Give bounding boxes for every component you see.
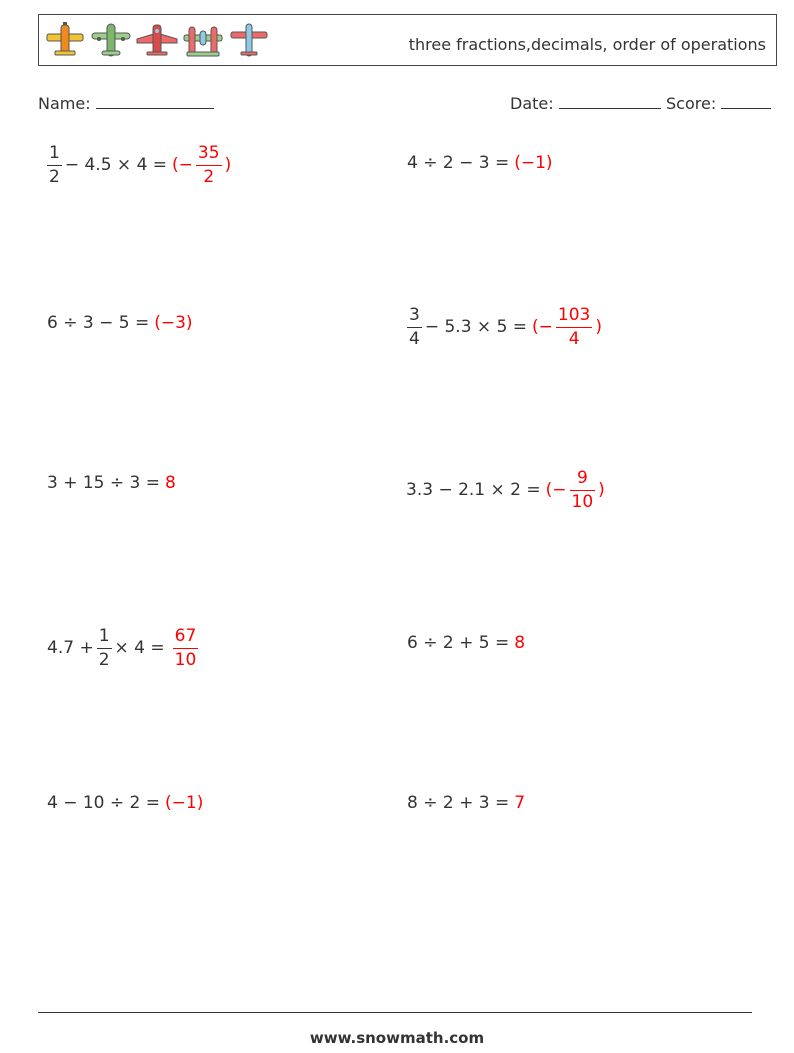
fraction [407, 306, 422, 349]
answer: 8 [514, 633, 526, 653]
expression: 6 ÷ 3 − 5 = [47, 313, 150, 333]
answer: (−3) [154, 313, 193, 333]
expression: × 4 = [114, 638, 165, 658]
answer-fraction [570, 469, 596, 512]
answer: 8 [165, 473, 176, 493]
problem-4 [404, 305, 602, 349]
name-blank[interactable] [96, 93, 214, 109]
numerator: 3 [409, 304, 420, 325]
denominator: 2 [98, 649, 110, 670]
answer-close: ) [224, 155, 232, 175]
expression: 3 + 15 ÷ 3 = [47, 473, 161, 493]
denominator: 4 [409, 328, 420, 349]
worksheet-title: three fractions,decimals, order of operations [408, 35, 766, 54]
problem-3 [47, 311, 193, 335]
score-field [666, 93, 771, 113]
numerator: 67 [174, 625, 197, 646]
answer-fraction [556, 306, 592, 349]
numerator: 1 [49, 142, 60, 163]
numerator: 9 [576, 467, 588, 488]
numerator: 1 [98, 625, 110, 646]
numerator: 103 [557, 304, 591, 325]
problem-10 [407, 791, 525, 815]
expression: 6 ÷ 2 + 5 = [407, 633, 510, 653]
name-label: Name: [38, 94, 91, 113]
blue-red-plane-icon [227, 21, 271, 61]
numerator: 35 [197, 142, 220, 163]
expression: − 5.3 × 5 = [424, 317, 528, 337]
denominator: 10 [571, 491, 594, 512]
expression-prefix: 4.7 + [47, 638, 94, 658]
footer-url[interactable]: www.snowmath.com [309, 1029, 485, 1047]
problem-9 [47, 791, 203, 815]
answer-fraction [173, 627, 199, 670]
name-field [38, 93, 214, 113]
answer-open: (− [172, 155, 193, 175]
green-plane-icon [89, 21, 133, 61]
problem-5 [47, 471, 176, 495]
date-blank[interactable] [559, 93, 661, 109]
date-label: Date: [510, 94, 554, 113]
score-blank[interactable] [721, 93, 771, 109]
fraction [47, 144, 62, 187]
footer-divider [38, 1012, 752, 1013]
problem-2 [407, 151, 553, 175]
score-label: Score: [666, 94, 717, 113]
answer: (−1) [514, 153, 553, 173]
denominator: 2 [49, 166, 60, 187]
worksheet-header [38, 14, 777, 66]
expression: 4 ÷ 2 − 3 = [407, 153, 510, 173]
denominator: 4 [568, 328, 580, 349]
denominator: 10 [174, 649, 197, 670]
expression: 3.3 − 2.1 × 2 = [406, 480, 541, 500]
green-red-plane-icon [181, 21, 225, 61]
answer-close: ) [598, 480, 605, 500]
answer-fraction [196, 144, 222, 187]
problem-8 [407, 631, 525, 655]
plane-icons [43, 21, 271, 61]
answer: (−1) [165, 793, 204, 813]
denominator: 2 [203, 166, 215, 187]
fraction [97, 627, 112, 670]
answer-open: (− [545, 480, 567, 500]
expression: − 4.5 × 4 = [64, 155, 168, 175]
problem-1 [44, 143, 231, 187]
expression: 8 ÷ 2 + 3 = [407, 793, 510, 813]
answer-open: (− [532, 317, 553, 337]
answer: 7 [514, 793, 526, 813]
date-field [510, 93, 661, 113]
problem-6 [406, 468, 605, 512]
yellow-plane-icon [43, 21, 87, 61]
red-plane-icon [135, 21, 179, 61]
expression: 4 − 10 ÷ 2 = [47, 793, 161, 813]
answer-close: ) [595, 317, 603, 337]
problem-7 [47, 625, 201, 671]
